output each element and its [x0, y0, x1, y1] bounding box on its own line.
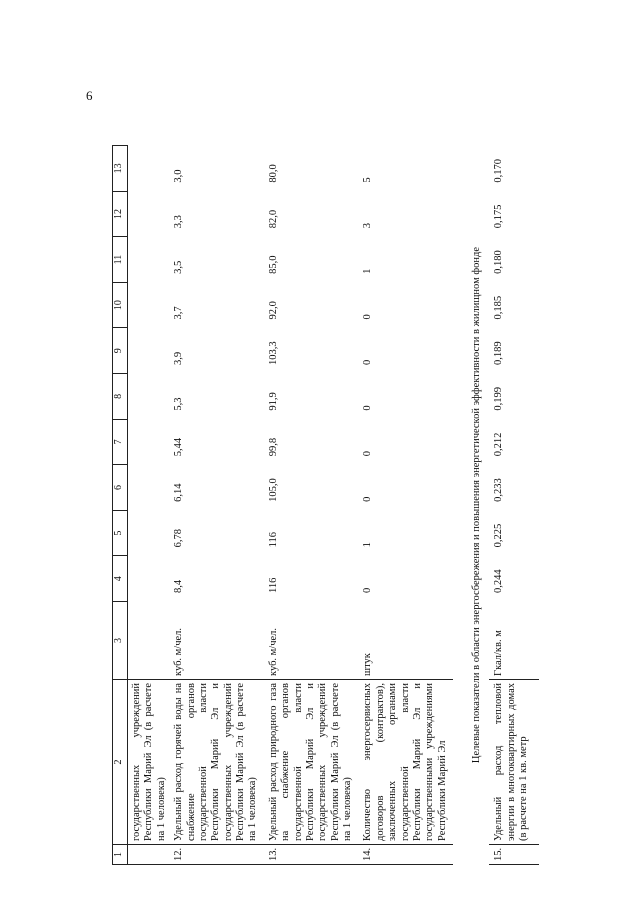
value-cell: 0,180 — [493, 250, 505, 274]
value-cell: 0,244 — [493, 569, 505, 593]
value-cell — [128, 191, 170, 237]
value-cell: 1 — [362, 268, 374, 274]
value-cell: 5,3 — [173, 397, 185, 411]
column-number-row — [113, 146, 128, 865]
value-cell: 0,175 — [493, 204, 505, 229]
value-cell: 0,170 — [493, 159, 505, 183]
indicator-description: Удельный расход горячей воды на снабжение органов государственной власти Республики Марий Эл и государственных учреждений Республики Марий Эл (в расчете на 1 человека) — [169, 680, 264, 845]
column-number: 13 — [113, 146, 128, 192]
table-row — [128, 146, 170, 865]
value-cell: 0 — [362, 496, 374, 502]
table-row — [358, 146, 453, 865]
rotated-table-container — [112, 145, 577, 865]
column-number: 1 — [113, 845, 128, 865]
table-row — [169, 146, 264, 865]
page-number: 6 — [86, 88, 93, 103]
value-cell: 82,0 — [267, 209, 279, 229]
unit: куб. м/чел. — [267, 627, 279, 676]
value-cell — [128, 237, 170, 283]
value-cell: 105,0 — [267, 478, 279, 502]
value-cell: 3 — [362, 223, 374, 229]
value-cell: 6,78 — [173, 529, 185, 548]
column-number: 9 — [113, 328, 128, 374]
value-cell: 3,0 — [173, 169, 185, 183]
value-cell: 0 — [362, 405, 374, 411]
value-cell: 80,0 — [267, 164, 279, 183]
row-number — [128, 845, 170, 865]
value-cell: 0,212 — [493, 432, 505, 457]
indicators-table — [112, 145, 539, 865]
row-number: 14. — [358, 845, 453, 865]
value-cell: 6,14 — [173, 483, 185, 502]
value-cell: 0 — [362, 450, 374, 457]
value-cell: 0 — [362, 587, 374, 593]
value-cell: 3,3 — [173, 215, 185, 229]
value-cell: 116 — [267, 577, 279, 593]
row-number: 15. — [489, 845, 539, 865]
section-heading-row — [453, 146, 489, 865]
value-cell — [128, 374, 170, 420]
value-cell: 5 — [362, 177, 374, 183]
section-title: Целевые показатели в области энергосбережения и повышения энергетической эффективности в жилищном фонде — [471, 246, 482, 764]
value-cell — [128, 556, 170, 602]
row-number: 13. — [264, 845, 359, 865]
value-cell: 92,0 — [267, 301, 279, 320]
value-cell — [128, 419, 170, 465]
value-cell: 3,7 — [173, 306, 185, 320]
value-cell: 0,185 — [493, 295, 505, 320]
column-number: 3 — [113, 602, 128, 680]
column-number: 6 — [113, 465, 128, 511]
column-number: 4 — [113, 556, 128, 602]
value-cell: 99,8 — [267, 437, 279, 457]
value-cell — [128, 510, 170, 556]
column-number: 11 — [113, 237, 128, 283]
value-cell: 0 — [362, 314, 374, 320]
value-cell: 5,44 — [173, 437, 185, 457]
value-cell — [128, 282, 170, 328]
value-cell: 0,233 — [493, 478, 505, 502]
table-row — [264, 146, 359, 865]
value-cell: 3,5 — [173, 260, 185, 274]
value-cell: 3,9 — [173, 351, 185, 366]
value-cell: 1 — [362, 542, 374, 548]
unit: куб. м/чел. — [173, 627, 185, 676]
value-cell: 116 — [267, 532, 279, 548]
value-cell: 0,199 — [493, 387, 505, 411]
table-row — [489, 146, 539, 865]
unit — [128, 602, 170, 680]
value-cell — [128, 328, 170, 374]
indicator-description: Удельный расход природного газа на снабжение органов государственной власти Республики Марий Эл и государственных учреждений Республики Марий Эл (в расчете на 1 человека) — [264, 680, 359, 845]
value-cell: 103,3 — [267, 341, 279, 366]
row-number: 12. — [169, 845, 264, 865]
column-number: 7 — [113, 419, 128, 465]
unit: штук — [362, 653, 374, 676]
value-cell: 91,9 — [267, 392, 279, 411]
value-cell — [128, 146, 170, 192]
unit: Гкал/кв. м — [493, 630, 505, 676]
column-number: 10 — [113, 282, 128, 328]
value-cell: 0,189 — [493, 341, 505, 366]
value-cell: 0,225 — [493, 523, 505, 548]
value-cell — [128, 465, 170, 511]
value-cell: 8,4 — [173, 579, 185, 593]
indicator-description: Удельный расход тепловой энергии в многоквартирных домах (в расчете на 1 кв. метр — [489, 680, 539, 845]
indicator-description: государственных учреждений Республики Марий Эл (в расчете на 1 человека) — [128, 680, 170, 845]
indicator-description: Количество энергосервисных договоров (контрактов), заключенных органами государственной власти Республики Марий Эл и государственными учреждениями Республики Марий Эл — [358, 680, 453, 845]
value-cell: 0 — [362, 359, 374, 366]
column-number: 5 — [113, 510, 128, 556]
value-cell: 85,0 — [267, 255, 279, 274]
column-number: 8 — [113, 374, 128, 420]
column-number: 12 — [113, 191, 128, 237]
column-number: 2 — [113, 680, 128, 845]
